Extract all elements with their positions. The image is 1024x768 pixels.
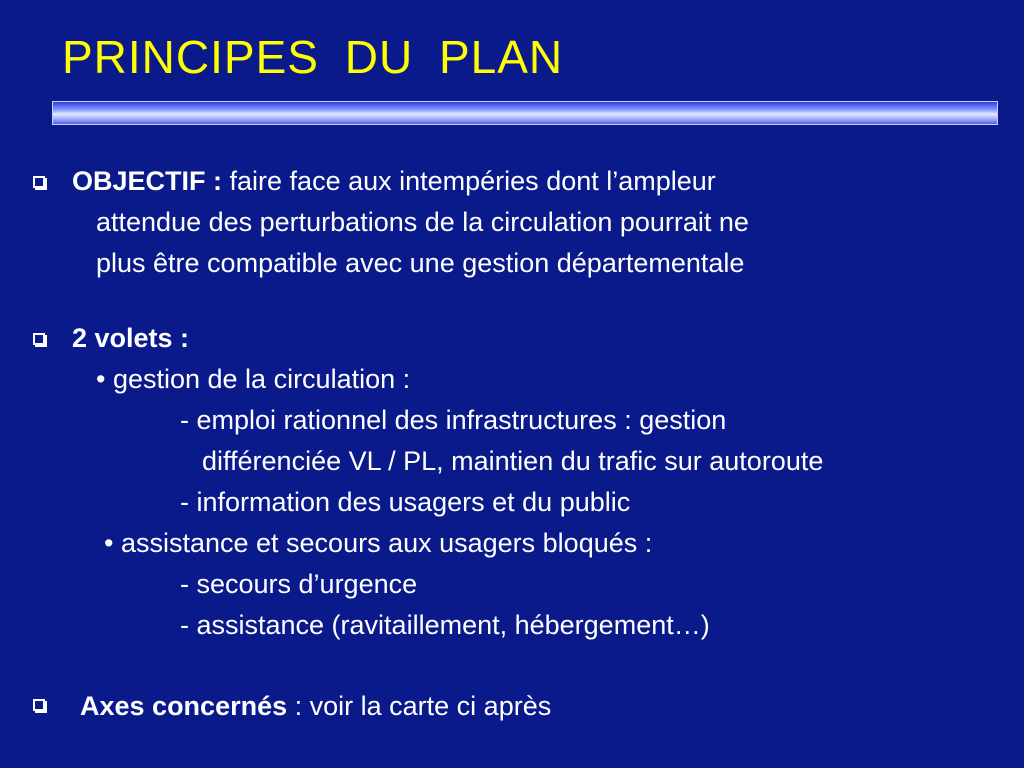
objectif-label: OBJECTIF : [72,166,223,196]
hollow-square-icon [33,699,45,711]
volets-gestion: • gestion de la circulation : [96,364,411,394]
volets-label: 2 volets : [72,323,190,353]
volets-emploi-line-2: différenciée VL / PL, maintien du trafic sur autoroute [202,446,824,476]
volets-assistance-detail: - assistance (ravitaillement, hébergement…) [180,610,710,640]
volets-emploi-line-1: - emploi rationnel des infrastructures : gestion [180,405,727,435]
slide-title: PRINCIPES DU PLAN [62,31,564,83]
objectif-text-1: faire face aux intempéries dont l’ampleur [229,166,716,196]
volets-assistance: • assistance et secours aux usagers bloqués : [104,528,653,558]
axes-label: Axes concernés [80,691,288,721]
objectif-line-3: plus être compatible avec une gestion départementale [96,248,745,278]
hollow-square-icon [33,176,45,188]
volets-information: - information des usagers et du public [180,487,631,517]
title-underline-bar [52,101,998,125]
objectif-line-2: attendue des perturbations de la circulation pourrait ne [96,207,749,237]
axes-line [80,690,551,722]
volets-secours: - secours d’urgence [180,569,418,599]
objectif-line-1 [72,165,716,197]
axes-text: : voir la carte ci après [287,691,552,721]
hollow-square-icon [33,333,45,345]
